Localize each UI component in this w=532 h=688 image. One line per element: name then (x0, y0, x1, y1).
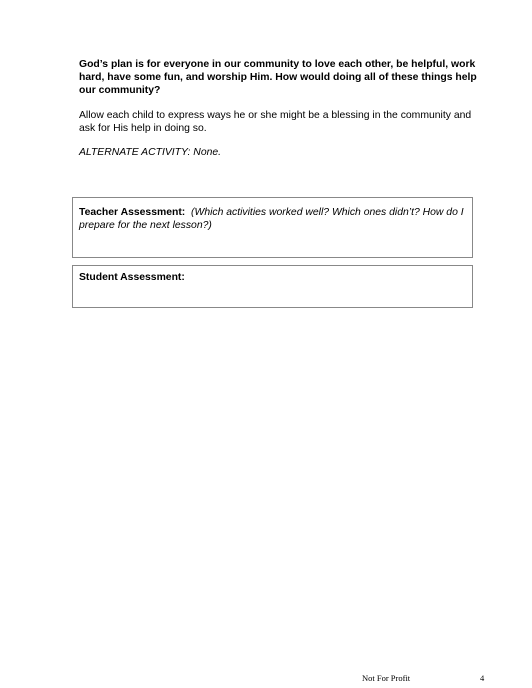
activity-instruction: Allow each child to express ways he or she might be a blessing in the community and ask for His help in doing so. (79, 109, 472, 134)
lesson-body (79, 58, 479, 159)
student-assessment-box (72, 265, 473, 308)
alternate-activity: ALTERNATE ACTIVITY: None. (79, 147, 222, 159)
footer-note: Not For Profit (362, 673, 411, 683)
discussion-question: God’s plan is for everyone in our community to love each other, be helpful, work hard, have some fun, and worship Him. How would doing all of these things help our community? (79, 59, 477, 97)
page-number: 4 (480, 673, 485, 683)
teacher-assessment-label: Teacher Assessment: (79, 207, 186, 218)
teacher-assessment-prompt: (Which activities worked well? Which ones didn’t? How do I prepare for the next lesson?) (79, 207, 464, 232)
student-assessment-label: Student Assessment: (79, 272, 185, 283)
teacher-assessment-box (72, 197, 473, 258)
